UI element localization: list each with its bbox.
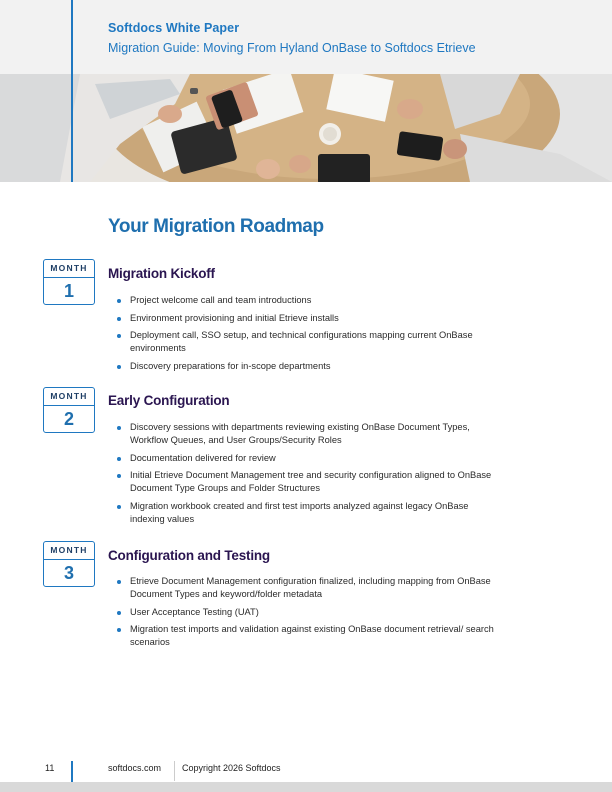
list-item: Deployment call, SSO setup, and technical configurations mapping current OnBase environments — [117, 329, 497, 355]
month-badge-3 — [43, 541, 95, 587]
hero-photo — [0, 74, 612, 182]
phase-bullets-1 — [117, 294, 497, 377]
list-item: Discovery preparations for in-scope departments — [117, 360, 497, 373]
list-item: Project welcome call and team introductions — [117, 294, 497, 307]
month-badge-2 — [43, 387, 95, 433]
month-label: MONTH — [50, 263, 88, 273]
phase-title-3: Configuration and Testing — [108, 548, 270, 563]
month-label: MONTH — [50, 545, 88, 555]
meeting-table-image — [0, 74, 612, 182]
document-kicker: Softdocs White Paper — [108, 21, 240, 35]
section-title: Your Migration Roadmap — [108, 216, 324, 237]
list-item: Migration workbook created and first test imports analyzed against legacy OnBase indexing values — [117, 500, 497, 526]
month-divider — [44, 277, 94, 278]
month-divider — [44, 559, 94, 560]
phase-bullets-2 — [117, 421, 497, 530]
list-item: Environment provisioning and initial Etrieve installs — [117, 312, 497, 325]
list-item: User Acceptance Testing (UAT) — [117, 606, 497, 619]
phase-title-2: Early Configuration — [108, 393, 230, 408]
list-item: Documentation delivered for review — [117, 452, 497, 465]
footer-site-link[interactable]: softdocs.com — [108, 763, 162, 773]
month-number: 1 — [63, 281, 74, 301]
header-band — [0, 0, 612, 74]
footer-bar — [0, 782, 612, 792]
list-item: Discovery sessions with departments reviewing existing OnBase Document Types, Workflow Queues, and User Groups/Security Roles — [117, 421, 497, 447]
list-item: Migration test imports and validation against existing OnBase document retrieval/ search scenarios — [117, 623, 497, 649]
month-number: 3 — [63, 563, 74, 583]
header-accent-line — [71, 0, 73, 182]
month-badge-1 — [43, 259, 95, 305]
month-divider — [44, 405, 94, 406]
month-label: MONTH — [50, 391, 88, 401]
page-number: 11 — [45, 763, 55, 773]
footer-divider — [174, 761, 175, 781]
month-number: 2 — [63, 409, 74, 429]
phase-bullets-3 — [117, 575, 497, 654]
list-item: Etrieve Document Management configuration finalized, including mapping from OnBase Document Types and keyword/folder metadata — [117, 575, 497, 601]
document-title: Migration Guide: Moving From Hyland OnBase to Softdocs Etrieve — [108, 41, 476, 55]
footer-copyright: Copyright 2026 Softdocs — [182, 763, 281, 773]
phase-title-1: Migration Kickoff — [108, 266, 215, 281]
list-item: Initial Etrieve Document Management tree and security configuration aligned to OnBase Document Type Groups and Folder Structures — [117, 469, 497, 495]
